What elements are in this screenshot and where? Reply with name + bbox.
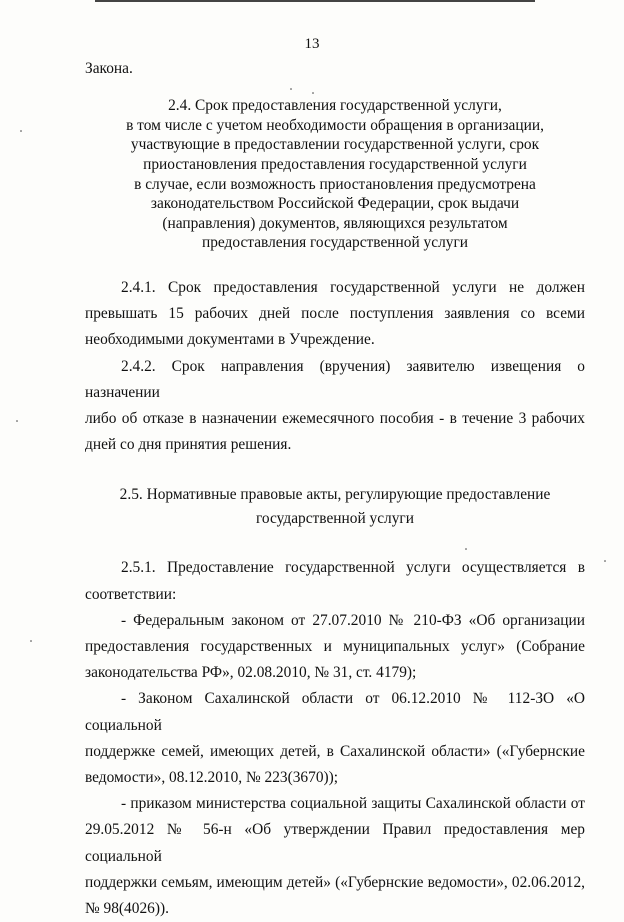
paragraph-2-4-2 (85, 354, 585, 459)
section-2-4-heading (85, 96, 585, 253)
scan-speck (20, 130, 22, 132)
scan-speck (16, 420, 18, 422)
scan-speck (312, 92, 314, 94)
heading-line: участвующие в предоставлении государственной услуги, срок (130, 136, 540, 154)
paragraph-line: 2.4.2. Срок направления (вручения) заявителю извещения о назначении (85, 357, 585, 401)
paragraph-line: - Законом Сахалинской области от 06.12.2010 № 112-ЗО «О социальной (85, 690, 585, 734)
heading-line: законодательством Российской Федерации, срок выдачи (150, 195, 520, 213)
scan-speck (465, 548, 467, 550)
paragraph-line: необходимыми документами в Учреждение. (85, 331, 375, 349)
law-item-order (85, 791, 585, 922)
heading-line: 2.5. Нормативные правовые акты, регулирующие предоставление (119, 486, 551, 504)
paragraph-line: поддержки семьям, имеющим детей» («Губернские ведомости», 02.06.2012, (85, 873, 585, 891)
paragraph-line: дней со дня принятия решения. (85, 436, 292, 454)
section-2-5-heading (85, 483, 585, 531)
paragraph-line: ведомости», 08.12.2010, № 223(3670)); (85, 769, 339, 786)
paragraph-line: превышать 15 рабочих дней после поступления заявления со всеми (85, 305, 585, 323)
paragraph-line: № 98(4026)). (85, 900, 169, 918)
paragraph-line: - приказом министерства социальной защиты Сахалинской области от (121, 795, 585, 813)
top-edge-rule (95, 0, 535, 2)
paragraph-line: предоставления государственных и муниципальных услуг» (Собрание (85, 637, 585, 655)
heading-line: в том числе с учетом необходимости обращения в организации, (126, 116, 544, 134)
paragraph-line: соответствии: (85, 585, 177, 603)
heading-line: предоставления государственной услуги (201, 234, 468, 252)
continuation-text: Закона. (85, 60, 133, 77)
paragraph-line: 2.4.1. Срок предоставления государственной услуги не должен (121, 278, 585, 296)
paragraph-line: 29.05.2012 № 56-н «Об утверждении Правил предоставления мер социальной (85, 821, 585, 865)
heading-line: 2.4. Срок предоставления государственной услуги, (168, 97, 502, 115)
paragraph-line: поддержке семей, имеющих детей, в Сахалинской области» («Губернские (85, 742, 585, 760)
paragraph-line: либо об отказе в назначении ежемесячного пособия - в течение 3 рабочих (85, 409, 585, 427)
scan-speck (290, 88, 292, 90)
paragraph-2-4-1 (85, 275, 585, 354)
law-item-regional (85, 686, 585, 791)
law-item-federal (85, 608, 585, 687)
paragraph-line: законодательства РФ», 02.08.2010, № 31, ст. 4179); (85, 664, 417, 682)
page-number: 13 (304, 36, 320, 52)
document-body (85, 56, 585, 922)
paragraph-2-5-1 (85, 555, 585, 607)
paragraph-line: - Федеральным законом от 27.07.2010 № 210-ФЗ «Об организации (121, 611, 585, 629)
paragraph-line: 2.5.1. Предоставление государственной услуги осуществляется в (121, 559, 585, 577)
heading-line: (направления) документов, являющихся результатом (162, 214, 508, 232)
scan-speck (30, 640, 32, 642)
heading-line: государственной услуги (256, 510, 414, 528)
scan-speck (604, 560, 606, 562)
heading-line: в случае, если возможность приостановления предусмотрена (134, 175, 536, 193)
heading-line: приостановления предоставления государственной услуги (143, 155, 527, 173)
